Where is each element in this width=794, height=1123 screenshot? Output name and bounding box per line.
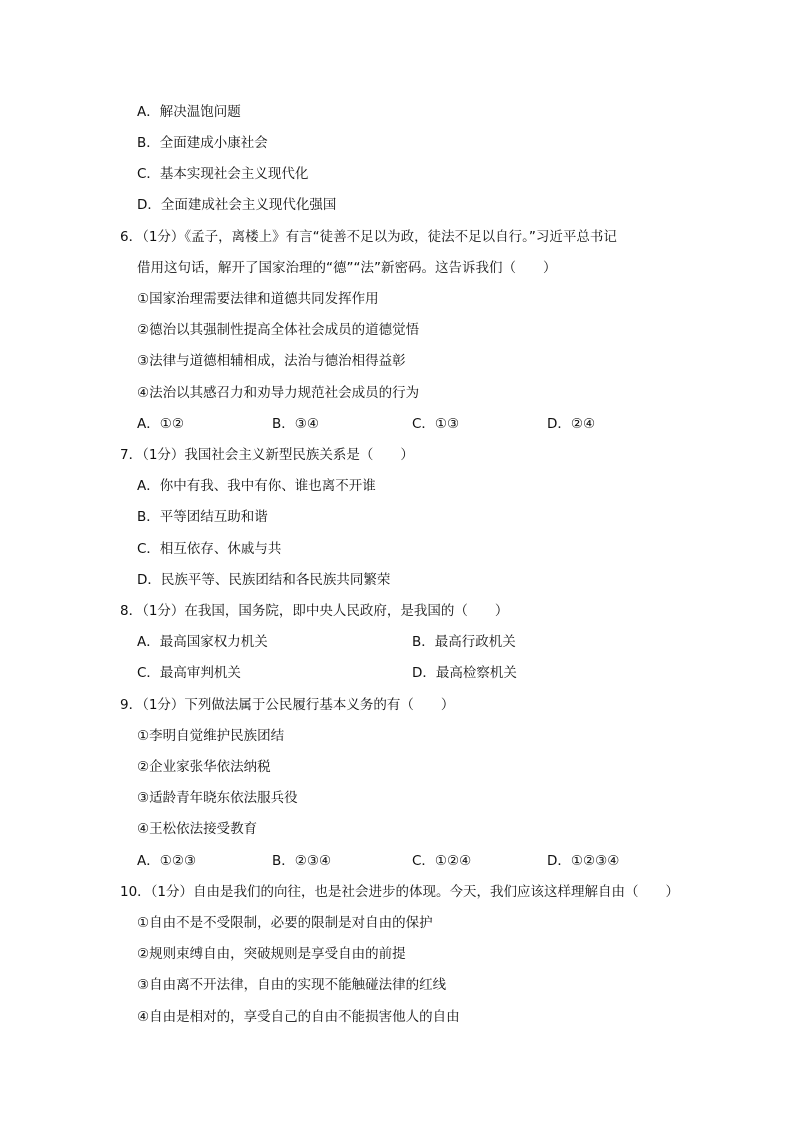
q6-stem-line1: 6．（1分）《孟子，离楼上》有言“徒善不足以为政，徒法不足以自行。”习近平总书记 [120,229,617,245]
q9-choice-b: B．②③④ [272,853,332,869]
q10-statement-2: ②规则束缚自由，突破规则是享受自由的前提 [137,946,406,962]
q8-stem: 8．（1分）在我国，国务院，即中央人民政府，是我国的（ ） [120,603,509,619]
q9-statement-3: ③适龄青年晓东依法服兵役 [137,790,298,806]
q6-choice-d: D．②④ [547,416,596,432]
q7-option-b: B．平等团结互助和谐 [137,509,268,525]
q8-option-a: A．最高国家权力机关 [137,634,268,650]
q7-option-d: D．民族平等、民族团结和各民族共同繁荣 [137,572,391,588]
q6-stem-line2: 借用这句话，解开了国家治理的“德”“法”新密码。这告诉我们（ ） [137,260,557,276]
q6-choice-b: B．③④ [272,416,319,432]
q7-stem: 7．（1分）我国社会主义新型民族关系是（ ） [120,447,414,463]
q6-statement-2: ②德治以其强制性提高全体社会成员的道德觉悟 [137,322,420,338]
q6-choice-a: A．①② [137,416,184,432]
q6-statement-4: ④法治以其感召力和劝导力规范社会成员的行为 [137,385,420,401]
q6-choice-c: C．①③ [412,416,460,432]
q9-choice-a: A．①②③ [137,853,197,869]
q10-statement-4: ④自由是相对的，享受自己的自由不能损害他人的自由 [137,1009,460,1025]
q9-choice-c: C．①②④ [412,853,472,869]
q9-statement-4: ④王松依法接受教育 [137,821,258,837]
q7-option-c: C．相互依存、休戚与共 [137,541,282,557]
q9-statement-2: ②企业家张华依法纳税 [137,759,271,775]
q8-option-b: B．最高行政机关 [412,634,516,650]
q10-stem: 10．（1分）自由是我们的向往，也是社会进步的体现。今天，我们应该这样理解自由（ ） [120,884,680,900]
q10-statement-3: ③自由离不开法律，自由的实现不能触碰法律的红线 [137,977,447,993]
q6-statement-3: ③法律与道德相辅相成，法治与德治相得益彰 [137,353,406,369]
q5-option-b: B．全面建成小康社会 [137,135,268,151]
q9-choice-d: D．①②③④ [547,853,620,869]
q5-option-d: D．全面建成社会主义现代化强国 [137,197,337,213]
q7-option-a: A．你中有我、我中有你、谁也离不开谁 [137,478,376,494]
q8-option-c: C．最高审判机关 [137,665,241,681]
q9-stem: 9．（1分）下列做法属于公民履行基本义务的有（ ） [120,697,455,713]
q10-statement-1: ①自由不是不受限制，必要的限制是对自由的保护 [137,915,433,931]
q9-statement-1: ①李明自觉维护民族团结 [137,728,285,744]
q6-statement-1: ①国家治理需要法律和道德共同发挥作用 [137,291,379,307]
q8-option-d: D．最高检察机关 [412,665,517,681]
q5-option-a: A．解决温饱问题 [137,104,241,120]
q5-option-c: C．基本实现社会主义现代化 [137,166,309,182]
